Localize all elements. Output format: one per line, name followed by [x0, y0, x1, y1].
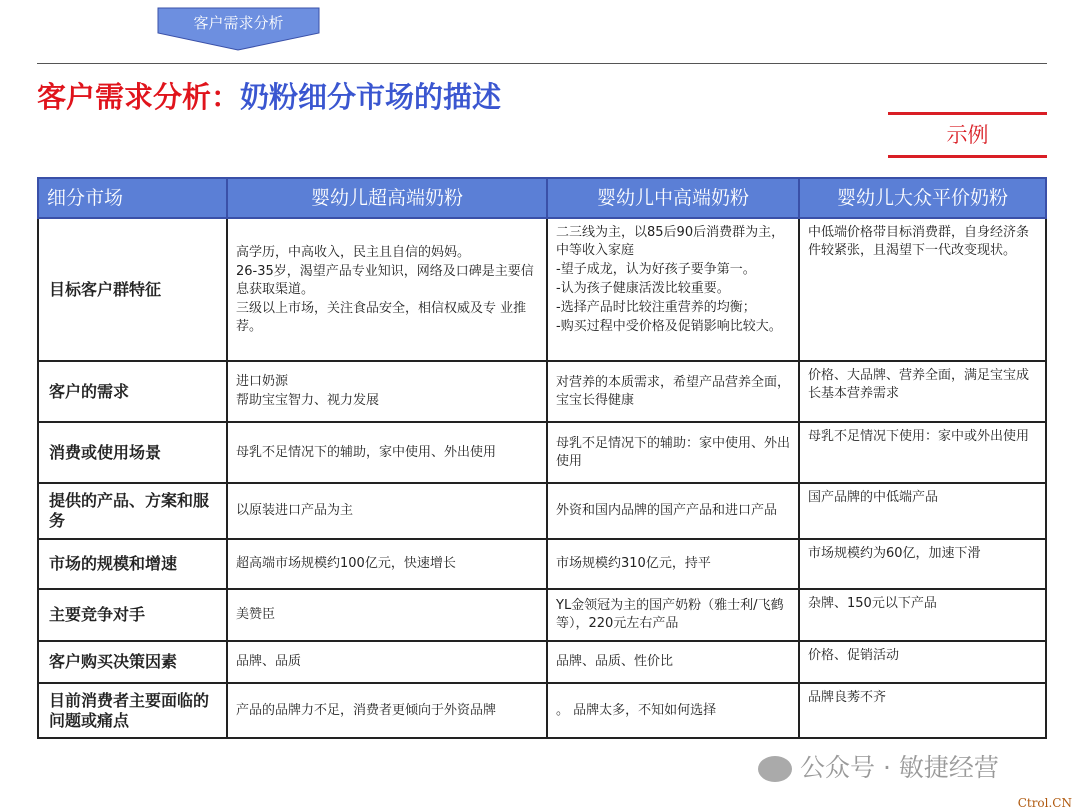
- cell-c1: [227, 361, 547, 422]
- row-label: 目前消费者主要面临的问题或痛点: [38, 683, 227, 738]
- table-row: [38, 483, 1046, 539]
- tab-label: 客户需求分析: [193, 14, 284, 32]
- cell-line: -选择产品时比较注重营养的均衡；: [556, 300, 756, 315]
- cell-c3: [799, 361, 1046, 422]
- row-label: 消费或使用场景: [38, 422, 227, 483]
- corner-mark: Ctrol.CN: [1017, 796, 1072, 810]
- cell-line: 品牌、品质: [236, 654, 302, 669]
- cell-line: 国产品牌的中低端产品: [808, 490, 939, 505]
- table-row: [38, 683, 1046, 738]
- cell-c2: [547, 361, 799, 422]
- title-red: 客户需求分析：: [37, 80, 241, 114]
- cell-c1: [227, 641, 547, 683]
- cell-line: 以原装进口产品为主: [236, 503, 354, 518]
- cell-line: 市场规模约310亿元，持平: [556, 556, 711, 571]
- cell-c3: [799, 589, 1046, 641]
- cell-line: 26-35岁，渴望产品专业知识，网络及口碑是主要信息获取渠道。: [236, 263, 534, 297]
- cell-line: 外资和国内品牌的国产产品和进口产品: [556, 503, 778, 518]
- row-label: 提供的产品、方案和服务: [38, 483, 227, 539]
- table-row: [38, 218, 1046, 361]
- cell-c1: [227, 539, 547, 589]
- cell-line: 价格、大品牌、营养全面，满足宝宝成长基本营养需求: [808, 368, 1030, 401]
- cell-c2: [547, 218, 799, 361]
- cell-line: 杂牌、150元以下产品: [808, 596, 937, 611]
- cell-line: 价格、促销活动: [808, 648, 900, 663]
- table-row: [38, 589, 1046, 641]
- cell-line: 品牌良莠不齐: [808, 690, 887, 705]
- cell-c3: [799, 539, 1046, 589]
- cell-line: 市场规模约为60亿，加速下滑: [808, 546, 981, 561]
- row-label: 目标客户群特征: [38, 218, 227, 361]
- watermark: 公众号 · 敏捷经营: [758, 748, 999, 784]
- cell-c3: [799, 641, 1046, 683]
- section-tab: [157, 7, 320, 51]
- cell-line: 美赞臣: [236, 607, 276, 622]
- header-cell: 细分市场: [38, 178, 227, 218]
- cell-c2: [547, 422, 799, 483]
- cell-c2: [547, 683, 799, 738]
- cell-line: 二三线为主，以85后90后消费群为主，中等收入家庭: [556, 225, 785, 258]
- cell-c3: [799, 422, 1046, 483]
- divider: [37, 63, 1047, 64]
- segment-table: [37, 177, 1047, 739]
- cell-c3: [799, 683, 1046, 738]
- cell-c1: [227, 422, 547, 483]
- page-title: [37, 78, 547, 116]
- cell-line: 中低端价格带目标消费群，自身经济条件较紧张，且渴望下一代改变现状。: [808, 225, 1030, 258]
- cell-c1: [227, 589, 547, 641]
- table-row: [38, 539, 1046, 589]
- cell-line: 高学历，中高收入，民主且自信的妈妈。: [236, 244, 471, 260]
- cell-line: 帮助宝宝智力、视力发展: [236, 393, 380, 408]
- cell-line: 品牌、品质、性价比: [556, 654, 674, 669]
- cell-c3: [799, 218, 1046, 361]
- header-cell: 婴幼儿中高端奶粉: [547, 178, 799, 218]
- header-cell: 婴幼儿超高端奶粉: [227, 178, 547, 218]
- cell-line: YL金领冠为主的国产奶粉（雅士利/飞鹤等），220元左右产品: [556, 598, 784, 631]
- cell-c1: [227, 218, 547, 361]
- cell-line: 。 品牌太多，不知如何选择: [556, 702, 717, 718]
- cell-c1: [227, 483, 547, 539]
- title-blue: 奶粉细分市场的描述: [240, 80, 502, 114]
- row-label: 客户购买决策因素: [38, 641, 227, 683]
- table-row: [38, 641, 1046, 683]
- cell-line: -望子成龙，认为好孩子要争第一。: [556, 262, 756, 277]
- row-label: 市场的规模和增速: [38, 539, 227, 589]
- header-cell: 婴幼儿大众平价奶粉: [799, 178, 1046, 218]
- wechat-icon: [758, 756, 792, 782]
- cell-line: 进口奶源: [236, 374, 289, 389]
- table-row: [38, 422, 1046, 483]
- cell-line: -认为孩子健康活泼比较重要。: [556, 281, 730, 296]
- example-label: 示例: [888, 112, 1047, 158]
- cell-line: 产品的品牌力不足，消费者更倾向于外资品牌: [236, 702, 497, 718]
- cell-c3: [799, 483, 1046, 539]
- cell-line: 母乳不足情况下使用：家中或外出使用: [808, 429, 1030, 444]
- cell-line: 母乳不足情况下的辅助：家中使用、外出使用: [556, 435, 791, 469]
- cell-c2: [547, 589, 799, 641]
- cell-line: -购买过程中受价格及促销影响比较大。: [556, 319, 782, 334]
- cell-line: 母乳不足情况下的辅助，家中使用、外出使用: [236, 444, 497, 460]
- cell-c2: [547, 641, 799, 683]
- row-label: 客户的需求: [38, 361, 227, 422]
- cell-line: 对营养的本质需求，希望产品营养全面，宝宝长得健康: [556, 374, 791, 408]
- cell-c2: [547, 539, 799, 589]
- cell-c1: [227, 683, 547, 738]
- table-row: [38, 361, 1046, 422]
- row-label: 主要竞争对手: [38, 589, 227, 641]
- cell-line: 三级以上市场，关注食品安全，相信权威及专 业推荐。: [236, 300, 527, 334]
- cell-c2: [547, 483, 799, 539]
- cell-line: 超高端市场规模约100亿元，快速增长: [236, 556, 456, 571]
